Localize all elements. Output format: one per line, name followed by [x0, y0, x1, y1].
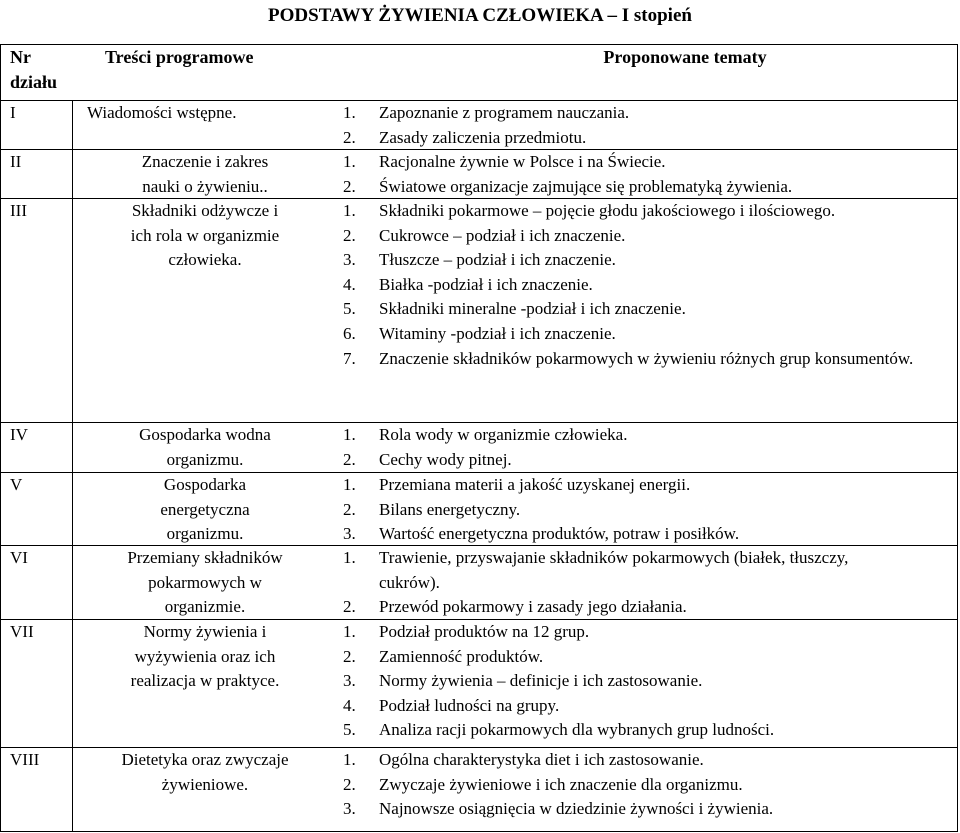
row-content-text: Dietetyka oraz zwyczaje żywieniowe. — [121, 750, 289, 794]
topic-text: Witaminy -podział i ich znaczenie. — [379, 323, 616, 343]
row-number: IV — [1, 423, 73, 472]
topic-item — [343, 773, 957, 798]
topic-text: Znaczenie składników pokarmowych w żywieniu różnych grup konsumentów. — [379, 348, 914, 368]
topic-text: Zamienność produktów. — [379, 646, 544, 666]
topic-item — [343, 175, 957, 200]
topic-text: Najnowsze osiągnięcia w dziedzinie żywności i żywienia. — [379, 799, 774, 819]
topic-text: Bilans energetyczny. — [379, 499, 521, 519]
topic-item — [343, 718, 957, 743]
row-content — [73, 748, 323, 831]
topic-item — [343, 797, 957, 822]
topic-number: 2. — [343, 449, 356, 469]
table-row — [1, 473, 957, 546]
row-content — [73, 150, 323, 198]
topic-text: Wartość energetyczna produktów, potraw i posiłków. — [379, 524, 740, 544]
topic-item — [343, 620, 957, 645]
topic-text: Racjonalne żywnie w Polsce i na Świecie. — [379, 152, 666, 171]
topic-number: 2. — [343, 597, 356, 617]
row-content-text: Wiadomości wstępne. — [87, 103, 237, 122]
topic-text: Cukrowce – podział i ich znaczenie. — [379, 225, 626, 245]
topic-text: Przewód pokarmowy i zasady jego działania. — [379, 597, 687, 617]
row-content-text: Gospodarka wodna organizmu. — [139, 425, 271, 469]
row-number: VI — [1, 546, 73, 619]
topic-text: Zwyczaje żywieniowe i ich znaczenie dla organizmu. — [379, 774, 743, 794]
topic-item — [343, 645, 957, 670]
table-header-row — [1, 45, 957, 101]
topic-number: 1. — [343, 103, 356, 122]
topic-text: Rola wody w organizmie człowieka. — [379, 425, 628, 444]
topic-number: 3. — [343, 524, 356, 544]
topic-number: 2. — [343, 127, 356, 147]
table-row — [1, 423, 957, 473]
topic-text: Podział produktów na 12 grup. — [379, 622, 590, 641]
topic-item — [343, 498, 957, 523]
topic-text: Składniki pokarmowe – pojęcie głodu jakościowego i ilościowego. — [379, 201, 836, 220]
table-row — [1, 101, 957, 150]
table-row — [1, 199, 957, 423]
page-title: PODSTAWY ŻYWIENIA CZŁOWIEKA – I stopień — [268, 5, 692, 26]
topic-number: 1. — [343, 201, 356, 220]
topic-text: Zapoznanie z programem nauczania. — [379, 103, 630, 122]
topic-text: Analiza racji pokarmowych dla wybranych grup ludności. — [379, 720, 775, 740]
topic-number: 4. — [343, 274, 356, 294]
topic-number: 1. — [343, 548, 356, 567]
row-topics — [323, 620, 957, 747]
row-topics — [323, 473, 957, 545]
header-topics: Proponowane tematy — [603, 47, 767, 67]
header-content: Treści programowe — [105, 47, 254, 67]
topic-number: 5. — [343, 299, 356, 319]
topic-item — [343, 448, 957, 473]
row-number: I — [1, 101, 73, 149]
topic-item — [343, 423, 957, 448]
row-content — [73, 423, 323, 472]
topic-text: Białka -podział i ich znaczenie. — [379, 274, 593, 294]
topic-item — [343, 322, 957, 347]
topic-item — [343, 748, 957, 773]
row-topics — [323, 150, 957, 198]
row-topics — [323, 199, 957, 422]
topic-item — [343, 522, 957, 547]
topic-text: Składniki mineralne -podział i ich znaczenie. — [379, 299, 686, 319]
row-content-text: Normy żywienia i wyżywienia oraz ich realizacja w praktyce. — [130, 622, 280, 691]
topic-number: 2. — [343, 499, 356, 519]
row-content-text: Przemiany składników pokarmowych w organizmie. — [127, 548, 283, 617]
topic-text: Tłuszcze – podział i ich znaczenie. — [379, 250, 616, 270]
topic-number: 3. — [343, 250, 356, 270]
topic-item — [343, 224, 957, 249]
topic-number: 3. — [343, 799, 356, 819]
curriculum-table — [0, 44, 958, 832]
row-topics — [323, 748, 957, 831]
topic-text: Cechy wody pitnej. — [379, 449, 512, 469]
topic-number: 4. — [343, 695, 356, 715]
topic-item — [343, 126, 957, 151]
row-number: II — [1, 150, 73, 198]
topic-item — [343, 150, 957, 175]
row-content — [73, 473, 323, 545]
topic-item — [343, 248, 957, 273]
topic-item — [343, 546, 957, 595]
topic-number: 1. — [343, 425, 356, 444]
topic-number: 2. — [343, 176, 356, 196]
topic-text: Światowe organizacje zajmujące się problematyką żywienia. — [379, 176, 793, 196]
row-topics — [323, 423, 957, 472]
topic-number: 6. — [343, 323, 356, 343]
topic-text: Przemiana materii a jakość uzyskanej energii. — [379, 475, 691, 494]
topic-item — [343, 694, 957, 719]
table-row — [1, 748, 957, 831]
topic-text: Ogólna charakterystyka diet i ich zastosowanie. — [379, 750, 704, 769]
topic-item — [343, 473, 957, 498]
row-content — [73, 101, 323, 149]
row-content-text: Gospodarka energetyczna organizmu. — [160, 475, 250, 544]
row-number: V — [1, 473, 73, 545]
topic-text: Normy żywienia – definicje i ich zastosowanie. — [379, 671, 703, 691]
topic-number: 1. — [343, 750, 356, 769]
topic-number: 1. — [343, 475, 356, 494]
table-row — [1, 150, 957, 199]
topic-item — [343, 595, 957, 620]
topic-number: 5. — [343, 720, 356, 740]
topic-item — [343, 273, 957, 298]
topic-number: 3. — [343, 671, 356, 691]
row-topics — [323, 546, 957, 619]
row-topics — [323, 101, 957, 149]
row-number: VIII — [1, 748, 73, 831]
topic-number: 7. — [343, 348, 356, 368]
topic-number: 2. — [343, 225, 356, 245]
row-content-text: Znaczenie i zakres nauki o żywieniu.. — [141, 152, 269, 196]
topic-item — [343, 297, 957, 322]
topic-number: 2. — [343, 646, 356, 666]
topic-text: Podział ludności na grupy. — [379, 695, 560, 715]
row-content — [73, 199, 323, 422]
row-number: III — [1, 199, 73, 422]
topic-item — [343, 199, 957, 224]
topic-text: Zasady zaliczenia przedmiotu. — [379, 127, 587, 147]
topic-item — [343, 669, 957, 694]
table-row — [1, 620, 957, 748]
row-content-text: Składniki odżywcze i ich rola w organizmie człowieka. — [130, 201, 280, 270]
header-nr: Nr działu — [10, 47, 58, 92]
row-content — [73, 620, 323, 747]
row-content — [73, 546, 323, 619]
topic-number: 2. — [343, 774, 356, 794]
topic-item — [343, 101, 957, 126]
topic-number: 1. — [343, 152, 356, 171]
table-row — [1, 546, 957, 620]
topic-text: Trawienie, przyswajanie składników pokarmowych (białek, tłuszczy, cukrów). — [379, 548, 849, 592]
topic-item — [343, 347, 957, 372]
row-number: VII — [1, 620, 73, 747]
topic-number: 1. — [343, 622, 356, 641]
